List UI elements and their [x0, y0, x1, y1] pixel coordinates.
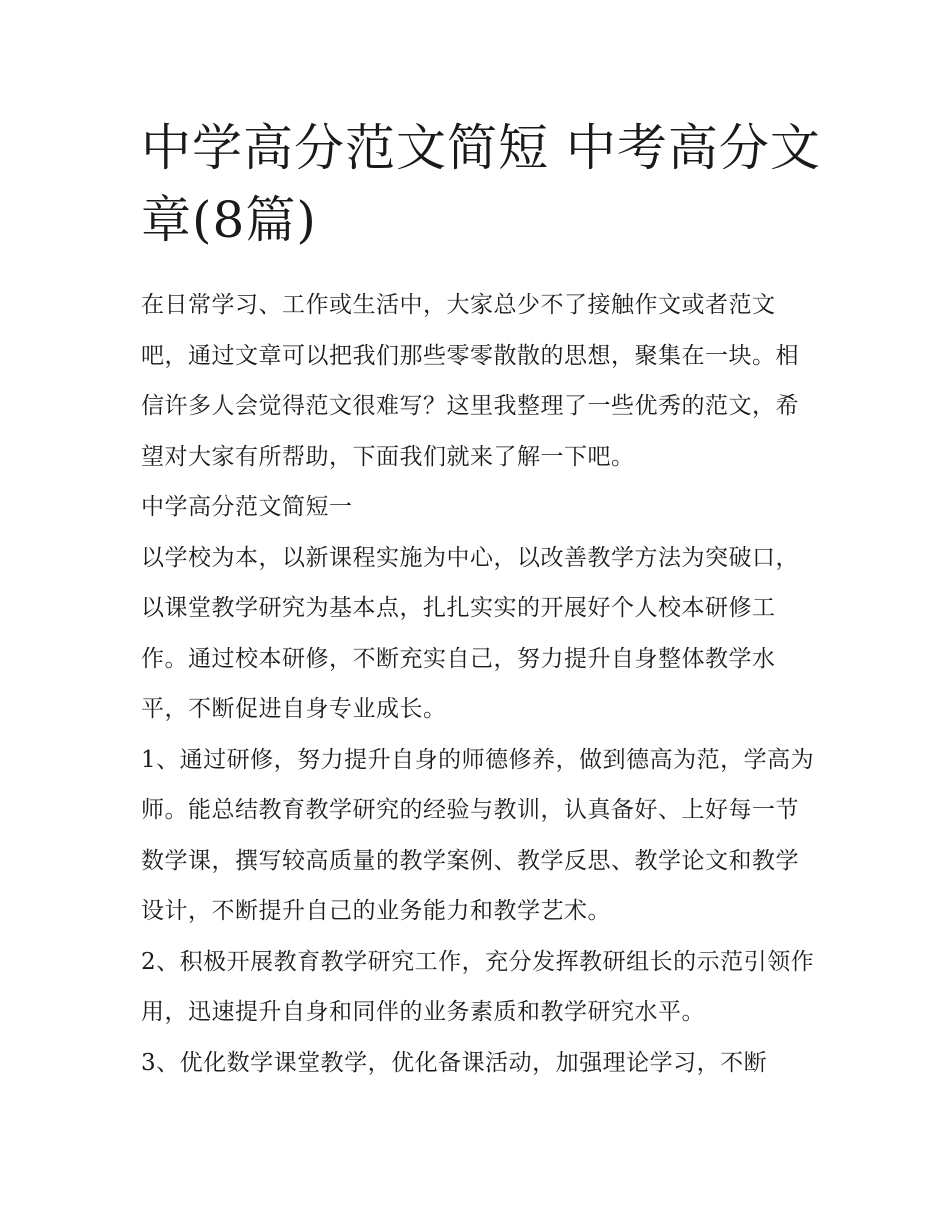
document-body — [141, 280, 821, 1088]
list-item-3: 3、优化数学课堂教学，优化备课活动，加强理论学习，不断 — [141, 1049, 768, 1076]
section-heading: 中学高分范文简短一 — [141, 494, 353, 520]
list-item-1: 1、通过研修，努力提升自身的师德修养，做到德高为范，学高为师。能总结教育教学研究的经验与教训，认真备好、上好每一节数学课，撰写较高质量的教学案例、教学反思、教学论文和教学设计，不断提升自己的业务能力和教学艺术。 — [141, 746, 815, 924]
document-page — [141, 112, 821, 1088]
list-item-2: 2、积极开展教育教学研究工作，充分发挥教研组长的示范引领作用，迅速提升自身和同伴的业务素质和教学研究水平。 — [141, 948, 815, 1025]
body-paragraph: 以学校为本，以新课程实施为中心，以改善教学方法为突破口，以课堂教学研究为基本点，扎扎实实的开展好个人校本研修工作。通过校本研修，不断充实自己，努力提升自身整体教学水平，不断促进自身专业成长。 — [141, 544, 799, 722]
intro-paragraph: 在日常学习、工作或生活中，大家总少不了接触作文或者范文吧，通过文章可以把我们那些零零散散的思想，聚集在一块。相信许多人会觉得范文很难写？这里我整理了一些优秀的范文，希望对大家有所帮助，下面我们就来了解一下吧。 — [141, 292, 799, 470]
document-title: 中学高分范文简短 中考高分文章(8篇) — [141, 119, 821, 249]
